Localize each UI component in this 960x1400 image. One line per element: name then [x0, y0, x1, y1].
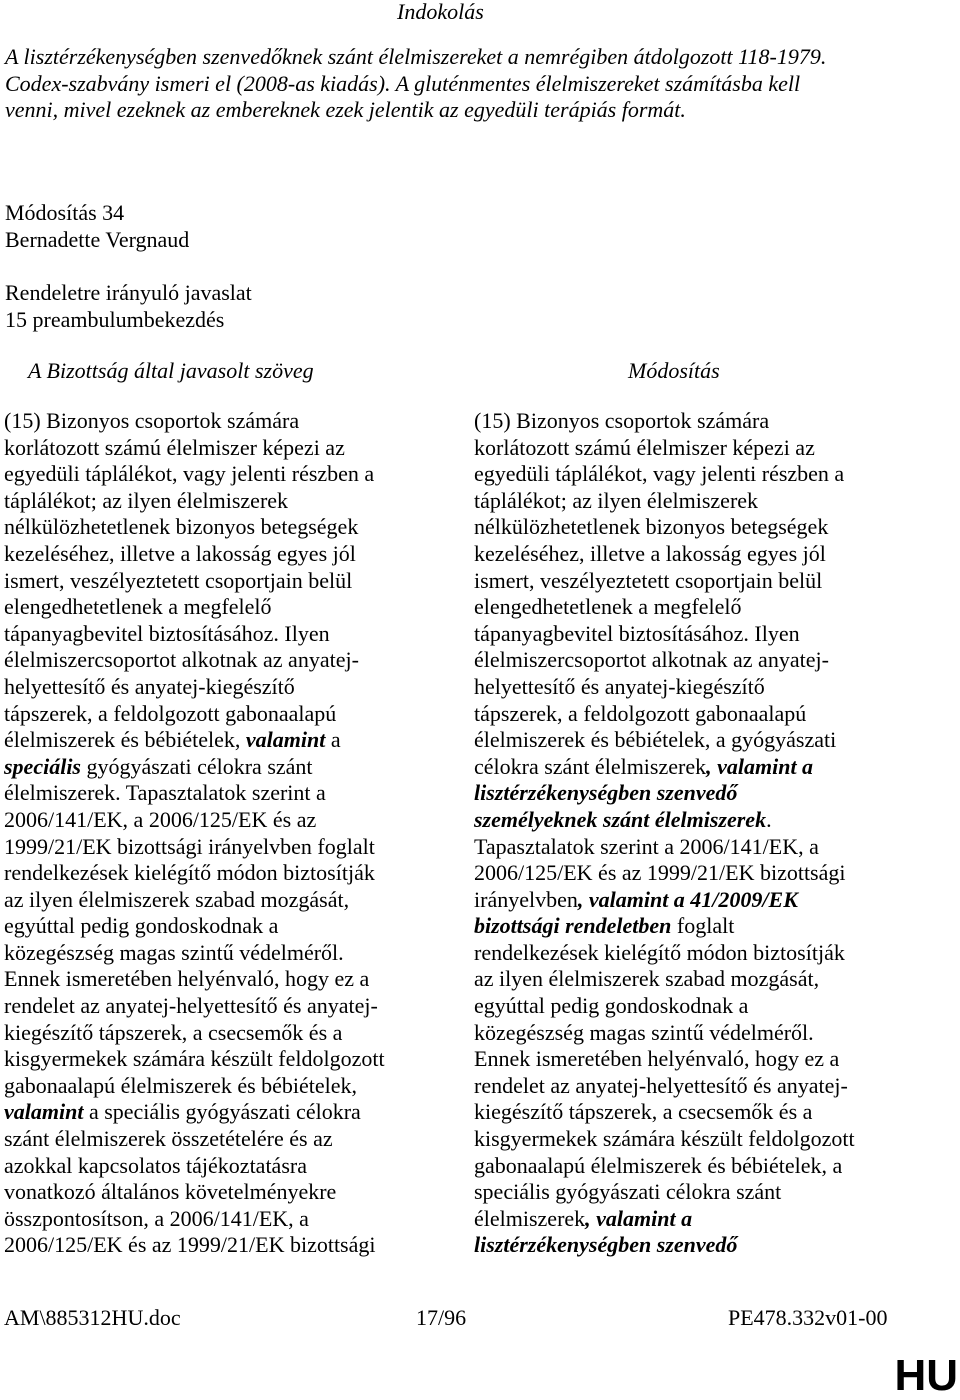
text-line: [4, 860, 424, 887]
text-segment: tápanyagbevitel biztosításához. Ilyen: [474, 620, 800, 646]
text-segment: szánt élelmiszerek összetételére és az: [4, 1126, 333, 1152]
text-segment: 2006/125/EK és az 1999/21/EK bizottsági: [474, 860, 846, 886]
text-line: [474, 1020, 914, 1047]
text-line: [474, 727, 914, 754]
text-segment: táplálékot; az ilyen élelmiszerek: [4, 487, 289, 513]
text-line: [474, 514, 914, 541]
text-segment: élelmiszercsoportot alkotnak az anyatej-: [4, 647, 359, 673]
text-segment: irányelvben: [474, 886, 578, 912]
text-segment: elengedhetetlenek a megfelelő: [4, 594, 272, 620]
text-line: [474, 701, 914, 728]
text-line: [4, 1153, 424, 1180]
text-segment: korlátozott számú élelmiszer képezi az: [474, 434, 815, 460]
proposal-type: Rendeletre irányuló javaslat: [5, 280, 252, 305]
justification-line: Codex-szabvány ismeri el (2008-as kiadás). A gluténmentes élelmiszereket számításba kell: [5, 70, 801, 96]
text-segment: gabonaalapú élelmiszerek és bébiételek, a: [474, 1152, 843, 1178]
text-line: [4, 1179, 424, 1206]
text-line: [474, 674, 914, 701]
text-segment: azokkal kapcsolatos tájékoztatásra: [4, 1152, 307, 1178]
text-segment: 2006/141/EK, a 2006/125/EK és az: [4, 806, 317, 832]
text-line: [474, 541, 914, 568]
text-segment: helyettesítő és anyatej-kiegészítő: [4, 673, 295, 699]
inserted-text: valamint: [4, 1099, 84, 1125]
text-segment: nélkülözhetetlenek bizonyos betegségek: [474, 514, 829, 540]
text-segment: egyedüli táplálékot, vagy jelenti részben a: [474, 461, 845, 487]
text-segment: nélkülözhetetlenek bizonyos betegségek: [4, 514, 359, 540]
text-segment: közegészség magas szintű védelméről.: [4, 939, 344, 965]
text-segment: tápanyagbevitel biztosításához. Ilyen: [4, 620, 330, 646]
amendment-text-header: Módosítás: [628, 358, 720, 383]
inserted-text: speciális: [4, 753, 81, 779]
text-line: [474, 940, 914, 967]
amendment-number: Módosítás 34: [5, 200, 125, 225]
text-line: [4, 488, 424, 515]
text-line: [4, 940, 424, 967]
section-heading: Indokolás: [397, 0, 484, 24]
text-line: [4, 1046, 424, 1073]
amendment-text-column: [474, 408, 914, 1259]
text-line: [4, 780, 424, 807]
proposal-recital: 15 preambulumbekezdés: [5, 307, 225, 332]
text-segment: élelmiszerek és bébiételek, a gyógyászati: [474, 727, 837, 753]
text-line: [4, 621, 424, 648]
text-segment: kisgyermekek számára készült feldolgozott: [4, 1046, 385, 1072]
commission-text-column: [4, 408, 424, 1259]
text-line: [474, 1046, 914, 1073]
text-line: [474, 1099, 914, 1126]
text-line: [474, 993, 914, 1020]
text-segment: .: [766, 806, 772, 832]
text-line: [4, 568, 424, 595]
text-line: [4, 594, 424, 621]
justification-text: [5, 44, 905, 124]
text-line: [474, 1153, 914, 1180]
inserted-text: bizottsági rendeletben: [474, 913, 672, 939]
text-line: [474, 1206, 914, 1233]
inserted-text: , valamint a: [585, 1205, 693, 1231]
text-line: [4, 541, 424, 568]
text-segment: közegészség magas szintű védelméről.: [474, 1019, 814, 1045]
text-line: [474, 488, 914, 515]
text-segment: élelmiszerek: [474, 1205, 586, 1231]
amendment-author: Bernadette Vergnaud: [5, 227, 190, 252]
language-code: HU: [894, 1351, 958, 1400]
text-segment: kiegészítő tápszerek, a csecsemők és a: [474, 1099, 813, 1125]
text-line: [4, 966, 424, 993]
text-line: [4, 461, 424, 488]
text-segment: ismert, veszélyeztetett csoportjain belül: [4, 567, 353, 593]
text-segment: célokra szánt élelmiszerek: [474, 753, 707, 779]
text-line: [4, 514, 424, 541]
text-segment: egyedüli táplálékot, vagy jelenti részben a: [4, 461, 375, 487]
text-segment: vonatkozó általános követelményekre: [4, 1179, 337, 1205]
text-segment: foglalt: [671, 913, 735, 939]
justification-line: A lisztérzékenységben szenvedőknek szánt élelmiszereket a nemrégiben átdolgozott 118-1979.: [5, 44, 827, 69]
text-line: [474, 860, 914, 887]
text-line: [4, 1020, 424, 1047]
text-line: [474, 1126, 914, 1153]
inserted-text: valamint: [245, 727, 326, 753]
text-segment: egyúttal pedig gondoskodnak a: [4, 913, 279, 939]
text-line: [4, 1073, 424, 1100]
text-line: [474, 1232, 914, 1259]
text-segment: tápszerek, a feldolgozott gabonaalapú: [474, 700, 807, 726]
text-line: [4, 647, 424, 674]
text-segment: kiegészítő tápszerek, a csecsemők és a: [4, 1019, 343, 1045]
text-line: [474, 1073, 914, 1100]
text-segment: táplálékot; az ilyen élelmiszerek: [474, 487, 759, 513]
text-line: [474, 647, 914, 674]
text-line: [474, 621, 914, 648]
text-segment: Ennek ismeretében helyénvaló, hogy ez a: [474, 1046, 840, 1072]
text-segment: ismert, veszélyeztetett csoportjain belül: [474, 567, 823, 593]
text-line: [4, 1099, 424, 1126]
inserted-text: személyeknek szánt élelmiszerek: [474, 806, 767, 832]
text-segment: élelmiszerek és bébiételek,: [4, 727, 246, 753]
amendment-info: [5, 199, 189, 253]
text-segment: korlátozott számú élelmiszer képezi az: [4, 434, 345, 460]
text-segment: gabonaalapú élelmiszerek és bébiételek,: [4, 1072, 358, 1098]
text-segment: gyógyászati célokra szánt: [81, 753, 313, 779]
text-segment: összpontosítson, a 2006/141/EK, a: [4, 1205, 309, 1231]
text-line: [4, 701, 424, 728]
text-segment: kezeléséhez, illetve a lakosság egyes jól: [474, 540, 826, 566]
text-line: [474, 594, 914, 621]
footer-page-number: 17/96: [416, 1305, 467, 1330]
text-line: [4, 435, 424, 462]
text-line: [474, 754, 914, 781]
text-line: [4, 1126, 424, 1153]
text-line: [4, 1206, 424, 1233]
justification-line: venni, mivel ezeknek az embereknek ezek jelentik az egyedüli terápiás formát.: [5, 97, 686, 123]
text-segment: kezeléséhez, illetve a lakosság egyes jól: [4, 540, 356, 566]
text-line: [4, 834, 424, 861]
text-line: [474, 887, 914, 914]
text-line: [4, 1232, 424, 1259]
text-segment: az ilyen élelmiszerek szabad mozgását,: [4, 886, 350, 912]
footer-document-id: AM\885312HU.doc: [4, 1305, 181, 1330]
text-line: [4, 887, 424, 914]
text-line: [474, 966, 914, 993]
text-segment: kisgyermekek számára készült feldolgozott: [474, 1126, 855, 1152]
text-segment: élelmiszercsoportot alkotnak az anyatej-: [474, 647, 829, 673]
text-segment: egyúttal pedig gondoskodnak a: [474, 993, 749, 1019]
inserted-text: , valamint a 41/2009/EK: [577, 886, 798, 912]
text-segment: 1999/21/EK bizottsági irányelvben foglalt: [4, 833, 375, 859]
text-line: [4, 408, 424, 435]
text-segment: rendelkezések kielégítő módon biztosítják: [474, 939, 845, 965]
text-segment: (15) Bizonyos csoportok számára: [4, 408, 300, 433]
text-segment: a speciális gyógyászati célokra: [83, 1099, 361, 1125]
text-segment: tápszerek, a feldolgozott gabonaalapú: [4, 700, 337, 726]
text-segment: helyettesítő és anyatej-kiegészítő: [474, 673, 765, 699]
text-line: [4, 993, 424, 1020]
text-segment: élelmiszerek. Tapasztalatok szerint a: [4, 780, 326, 806]
text-line: [4, 754, 424, 781]
text-segment: Ennek ismeretében helyénvaló, hogy ez a: [4, 966, 370, 992]
footer-reference: PE478.332v01-00: [728, 1305, 888, 1330]
text-segment: 2006/125/EK és az 1999/21/EK bizottsági: [4, 1232, 376, 1258]
text-segment: rendelkezések kielégítő módon biztosítják: [4, 860, 375, 886]
text-line: [4, 913, 424, 940]
text-segment: Tapasztalatok szerint a 2006/141/EK, a: [474, 833, 819, 859]
text-line: [4, 674, 424, 701]
text-line: [474, 913, 914, 940]
text-line: [474, 780, 914, 807]
proposal-info: [5, 279, 252, 333]
text-line: [474, 807, 914, 834]
text-segment: elengedhetetlenek a megfelelő: [474, 594, 742, 620]
inserted-text: , valamint a: [706, 753, 814, 779]
text-line: [474, 568, 914, 595]
inserted-text: lisztérzékenységben szenvedő: [474, 780, 738, 806]
text-segment: (15) Bizonyos csoportok számára: [474, 408, 770, 433]
text-line: [474, 435, 914, 462]
commission-text-header: A Bizottság által javasolt szöveg: [28, 358, 314, 383]
text-segment: az ilyen élelmiszerek szabad mozgását,: [474, 966, 820, 992]
text-line: [474, 408, 914, 435]
text-line: [474, 461, 914, 488]
text-line: [4, 727, 424, 754]
text-segment: a: [325, 727, 341, 753]
inserted-text: lisztérzékenységben szenvedő: [474, 1232, 738, 1258]
text-line: [474, 1179, 914, 1206]
text-segment: speciális gyógyászati célokra szánt: [474, 1179, 782, 1205]
text-line: [4, 807, 424, 834]
text-segment: rendelet az anyatej-helyettesítő és anyatej-: [4, 993, 378, 1019]
text-line: [474, 834, 914, 861]
text-segment: rendelet az anyatej-helyettesítő és anyatej-: [474, 1072, 848, 1098]
